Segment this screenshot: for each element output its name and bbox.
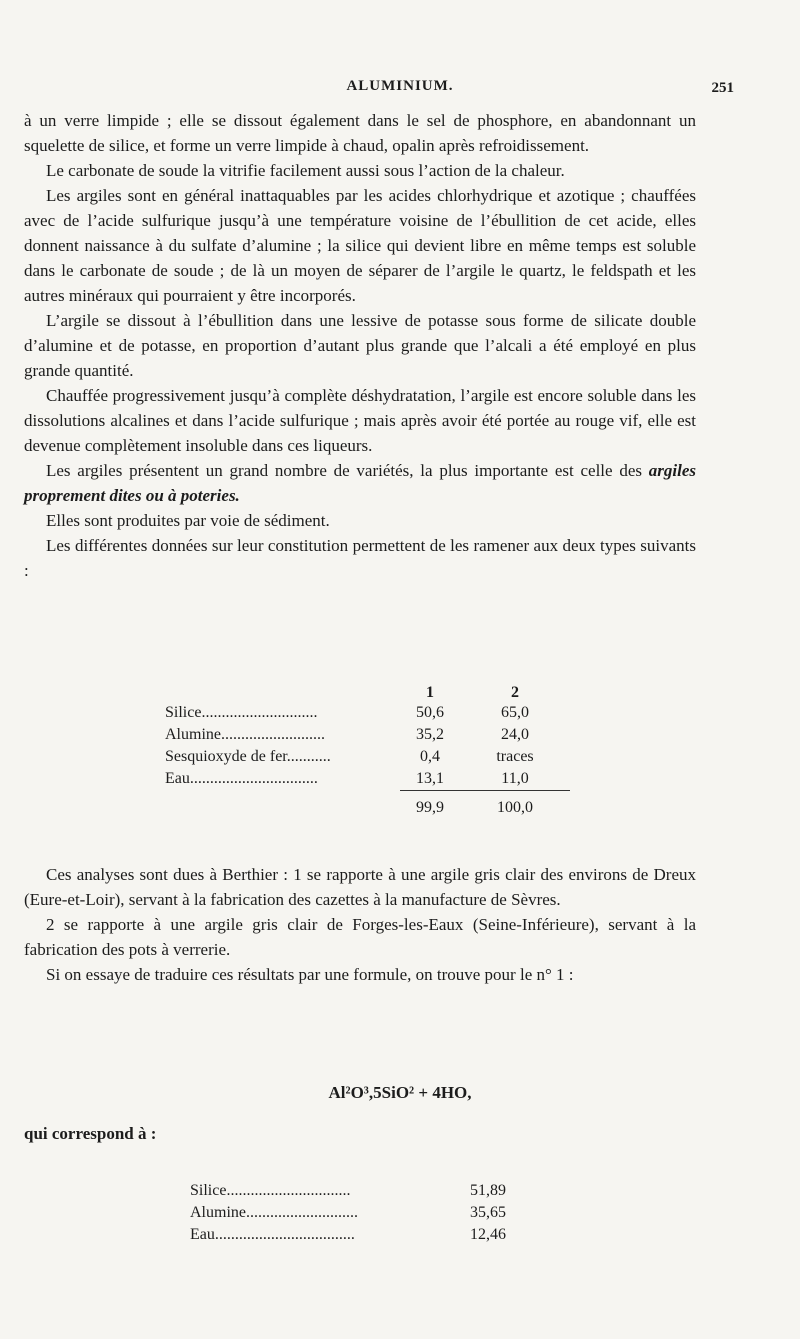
cell-value: 0,4 <box>420 748 440 765</box>
chemical-formula: Al²O³,5SiO² + 4HO, <box>328 1083 472 1102</box>
analysis-table <box>165 684 570 825</box>
column-header: 1 <box>426 684 434 701</box>
row-label: Alumine............................ <box>190 1204 358 1221</box>
paragraph: Ces analyses sont dues à Berthier : 1 se rapporte à une argile gris clair des environs de Dreux (Eure-et-Loir), servant à la fabrication des cazettes à la manufacture de Sèvres. <box>24 865 696 909</box>
table-row <box>165 746 570 768</box>
paragraph-varieties <box>24 458 696 508</box>
row-label: Alumine.......................... <box>165 726 325 743</box>
cell-value: 24,0 <box>501 726 529 743</box>
paragraph: L’argile se dissout à l’ébullition dans une lessive de potasse sous forme de silicate double d’alumine et de potasse, en proportion d’autant plus grande que l’alcali a été employé en plus grande quantité. <box>24 311 696 380</box>
row-label: Sesquioxyde de fer........... <box>165 748 331 765</box>
paragraph: Les argiles sont en général inattaquables par les acides chlorhydrique et azotique ; chauffées avec de l’acide sulfurique jusqu’à une température voisine de l’ébullition de cet acide, elles donnent naissance à du sulfate d’alumine ; la silice qui devient libre en même temps est soluble dans le carbonate de soude ; de là un moyen de séparer de l’argile le quartz, le feldspath et les autres minéraux qui pourraient y être incorporés. <box>24 186 696 305</box>
corresponds-label: qui correspond à : <box>24 1124 157 1143</box>
total-value: 100,0 <box>460 791 570 826</box>
totals-row <box>165 791 570 826</box>
paragraph: Chauffée progressivement jusqu’à complète déshydratation, l’argile est encore soluble dans les dissolutions alcalines et dans l’acide sulfurique ; mais après avoir été portée au rouge vif, elle est devenue complètement insoluble dans ces liqueurs. <box>24 386 696 455</box>
cell-value: 50,6 <box>416 704 444 721</box>
page-number: 251 <box>711 80 734 96</box>
table-row <box>190 1180 530 1202</box>
row-label: Eau................................ <box>165 770 318 788</box>
table-row <box>190 1202 530 1224</box>
table-row <box>165 702 570 724</box>
row-label: Silice............................... <box>190 1182 351 1199</box>
cell-value: 35,2 <box>416 726 444 743</box>
paragraph: Elles sont produites par voie de sédiment. <box>46 511 330 530</box>
running-head <box>0 78 800 102</box>
body-text <box>24 108 696 583</box>
cell-value: traces <box>496 748 534 765</box>
paragraph: Le carbonate de soude la vitrifie facilement aussi sous l’action de la chaleur. <box>46 161 565 180</box>
cell-value: 11,0 <box>501 770 529 787</box>
varieties-text: Les argiles présentent un grand nombre de variétés, la plus importante est celle des <box>46 461 649 480</box>
total-value: 99,9 <box>400 791 460 826</box>
paragraph: Les différentes données sur leur constitution permettent de les ramener aux deux types suivants : <box>24 536 696 580</box>
varieties-emphasis: argiles proprement dites ou à poteries. <box>24 461 696 505</box>
cell-value: 35,65 <box>470 1204 506 1221</box>
cell-value: 65,0 <box>501 704 529 721</box>
cell-value: 13,1 <box>416 770 444 787</box>
lower-text <box>24 862 696 987</box>
column-header: 2 <box>511 684 519 701</box>
paragraph: 2 se rapporte à une argile gris clair de Forges-les-Eaux (Seine-Inférieure), servant à la fabrication des pots à verrerie. <box>24 915 696 959</box>
table-row <box>165 724 570 746</box>
running-title: ALUMINIUM. <box>346 78 454 94</box>
paragraph: Si on essaye de traduire ces résultats par une formule, on trouve pour le n° 1 : <box>46 965 574 984</box>
table-row <box>165 768 570 791</box>
paragraph: à un verre limpide ; elle se dissout également dans le sel de phosphore, en abandonnant un squelette de silice, et forme un verre limpide à chaud, opalin après refroidissement. <box>24 111 696 155</box>
cell-value: 12,46 <box>470 1226 506 1243</box>
cell-value: 51,89 <box>470 1182 506 1199</box>
row-label: Silice............................. <box>165 704 318 721</box>
table-header-row <box>165 684 570 702</box>
row-label: Eau................................... <box>190 1226 355 1243</box>
table-row <box>190 1224 530 1246</box>
composition-table <box>190 1180 530 1246</box>
